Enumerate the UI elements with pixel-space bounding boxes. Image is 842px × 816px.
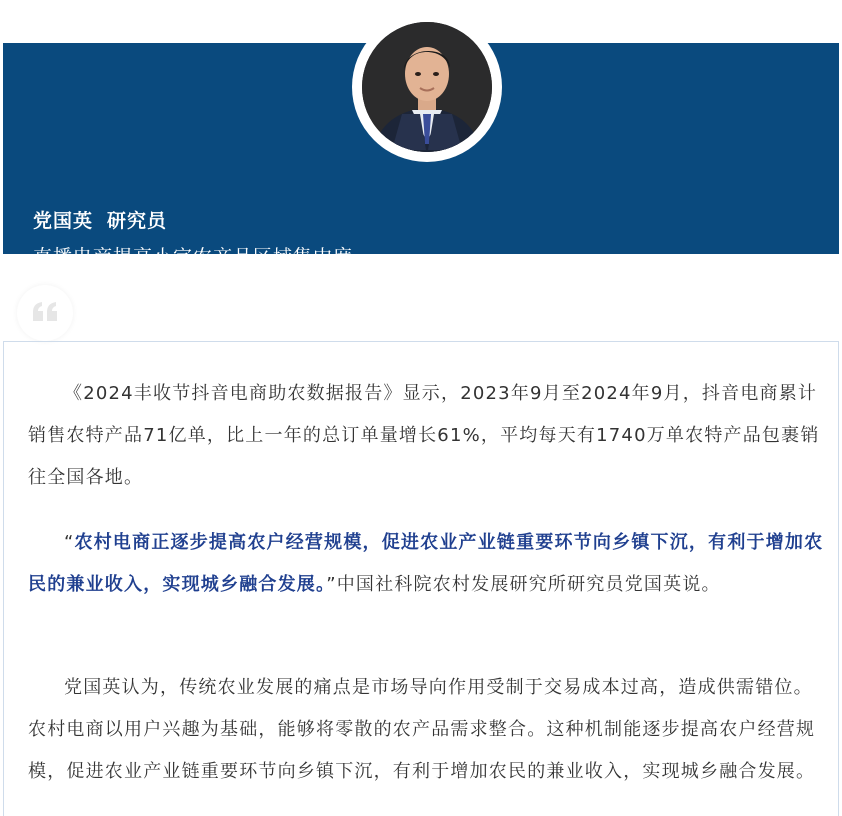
article-paragraph-1: 《2024丰收节抖音电商助农数据报告》显示，2023年9月至2024年9月，抖音电商累计销售农特产品71亿单，比上一年的总订单量增长61%，平均每天有1740万单农特产品包裹销往全国各地。 [28, 383, 820, 488]
avatar-portrait [362, 22, 492, 152]
open-quote: “ [64, 532, 75, 553]
speaker-name: 党国英 [33, 210, 94, 232]
article-subtitle: 直播电商提高小宗农产品区域集中度 [33, 246, 354, 268]
avatar [362, 22, 492, 152]
quote-icon [31, 301, 59, 323]
quote-attribution: ”中国社科院农村发展研究所研究员党国英说。 [326, 574, 721, 595]
article-paragraph-2 [28, 522, 826, 606]
speaker-role: 研究员 [107, 210, 168, 232]
highlighted-quote: 农村电商正逐步提高农户经营规模，促进农业产业链重要环节向乡镇下沉，有利于增加农民的兼业收入，实现城乡融合发展。 [28, 532, 824, 595]
quote-badge [17, 285, 73, 341]
speaker-name-line [33, 206, 167, 233]
article-paragraph-3: 党国英认为，传统农业发展的痛点是市场导向作用受制于交易成本过高，造成供需错位。农村电商以用户兴趣为基础，能够将零散的农产品需求整合。这种机制能逐步提高农户经营规模，促进农业产业链重要环节向乡镇下沉，有利于增加农民的兼业收入，实现城乡融合发展。 [28, 677, 816, 782]
